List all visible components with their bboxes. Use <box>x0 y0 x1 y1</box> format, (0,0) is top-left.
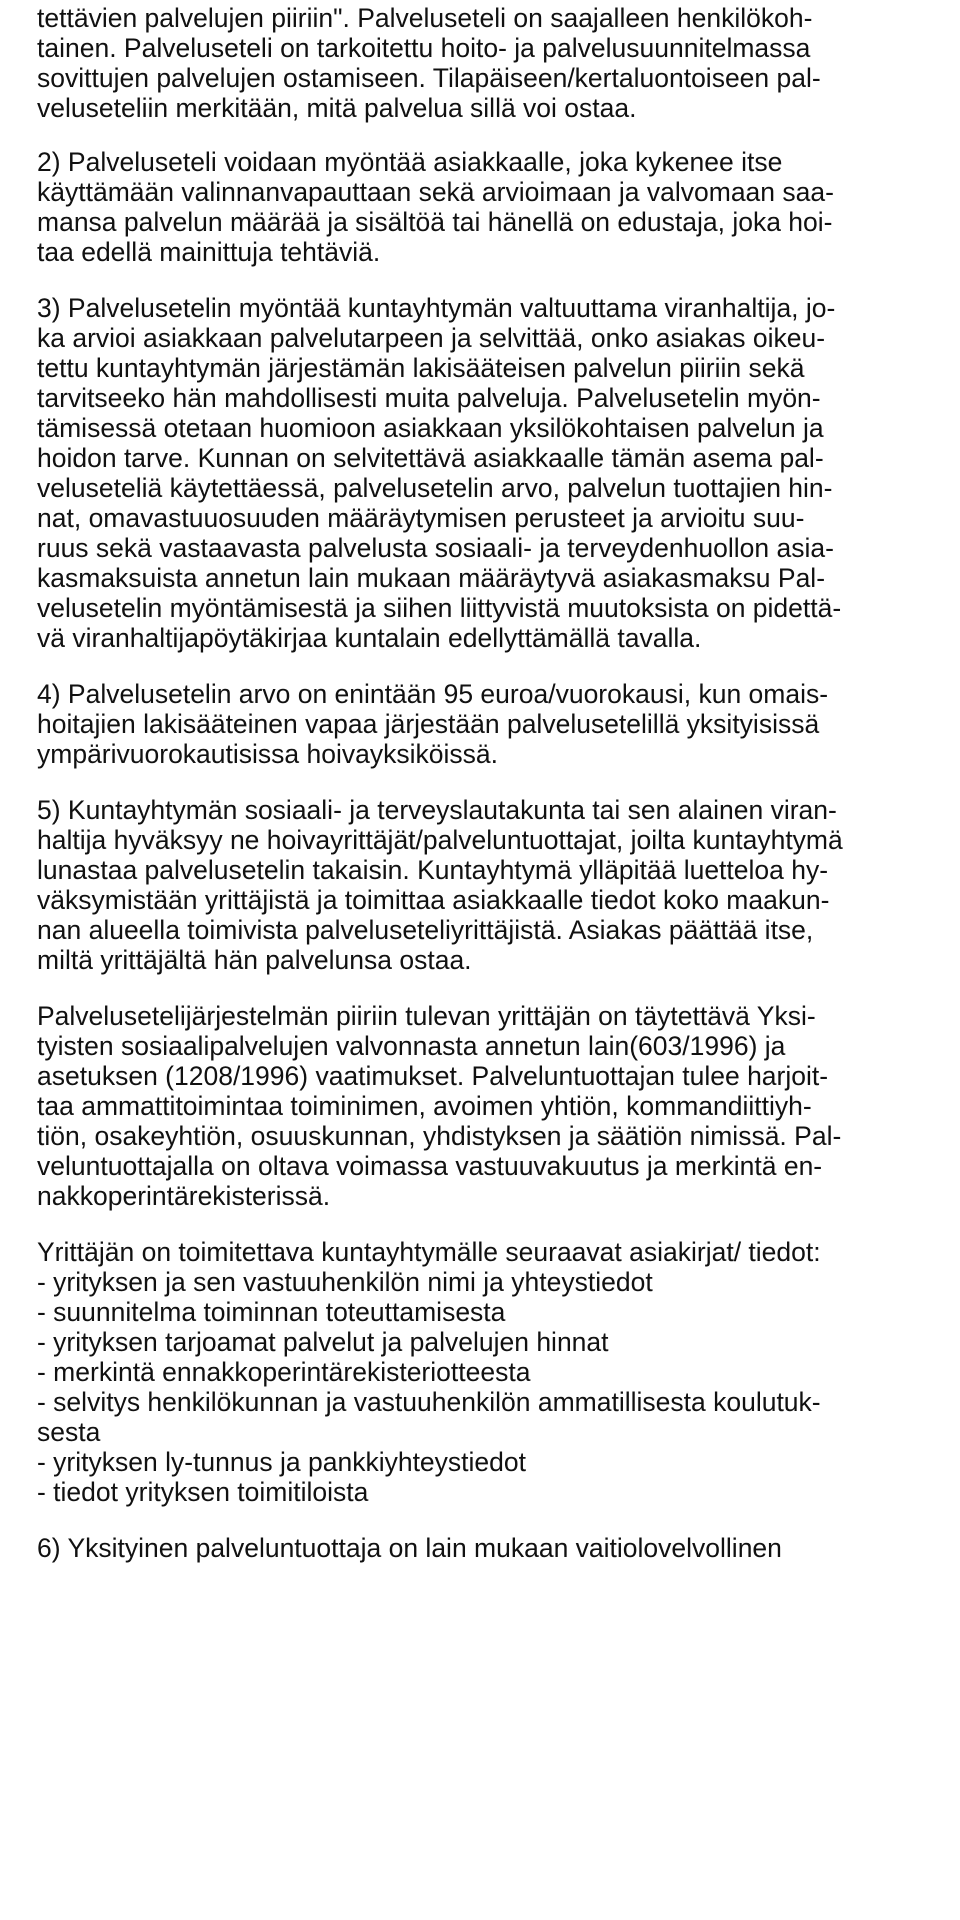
text-line: haltija hyväksyy ne hoivayrittäjät/palveluntuottajat, joilta kuntayhtymä <box>37 825 843 855</box>
list-item: - suunnitelma toiminnan toteuttamisesta <box>37 1297 506 1327</box>
text-line: käyttämään valinnanvapauttaan sekä arvioimaan ja valvomaan saa- <box>37 177 834 207</box>
text-line: tettävien palvelujen piiriin". Palveluseteli on saajalleen henkilökoh- <box>37 3 813 33</box>
text-line: miltä yrittäjältä hän palvelunsa ostaa. <box>37 945 472 975</box>
text-line: 4) Palvelusetelin arvo on enintään 95 euroa/vuorokausi, kun omais- <box>37 679 829 709</box>
text-line: vä viranhaltijapöytäkirjaa kuntalain edellyttämällä tavalla. <box>37 623 702 653</box>
text-line: veluntuottajalla on oltava voimassa vastuuvakuutus ja merkintä en- <box>37 1151 823 1181</box>
text-line: veluseteliä käytettäessä, palvelusetelin arvo, palvelun tuottajien hin- <box>37 473 833 503</box>
list-item: - tiedot yrityksen toimitiloista <box>37 1477 369 1507</box>
text-line: tarvitseeko hän mahdollisesti muita palveluja. Palvelusetelin myön- <box>37 383 821 413</box>
text-line: 3) Palvelusetelin myöntää kuntayhtymän valtuuttama viranhaltija, jo- <box>37 293 836 323</box>
text-line: kasmaksuista annetun lain mukaan määräytyvä asiakasmaksu Pal- <box>37 563 826 593</box>
text-line: 2) Palveluseteli voidaan myöntää asiakkaalle, joka kykenee itse <box>37 147 783 177</box>
text-line: tämisessä otetaan huomioon asiakkaan yksilökohtaisen palvelun ja <box>37 413 824 443</box>
text-line: taa ammattitoimintaa toiminimen, avoimen yhtiön, kommandiittiyh- <box>37 1091 812 1121</box>
text-line: taa edellä mainittuja tehtäviä. <box>37 237 381 267</box>
text-line: tiön, osakeyhtiön, osuuskunnan, yhdistyksen ja säätiön nimissä. Pal- <box>37 1121 842 1151</box>
text-line: väksymistään yrittäjistä ja toimittaa asiakkaalle tiedot koko maakun- <box>37 885 830 915</box>
text-line: hoidon tarve. Kunnan on selvitettävä asiakkaalle tämän asema pal- <box>37 443 824 473</box>
text-line: tyisten sosiaalipalvelujen valvonnasta annetun lain(603/1996) ja <box>37 1031 786 1061</box>
text-line: mansa palvelun määrää ja sisältöä tai hänellä on edustaja, joka hoi- <box>37 207 833 237</box>
text-line: tainen. Palveluseteli on tarkoitettu hoito- ja palvelusuunnitelmassa <box>37 33 811 63</box>
text-line: lunastaa palvelusetelin takaisin. Kuntayhtymä ylläpitää luetteloa hy- <box>37 855 829 885</box>
text-line: sovittujen palvelujen ostamiseen. Tilapäiseen/kertaluontoiseen pal- <box>37 63 821 93</box>
list-item: - selvitys henkilökunnan ja vastuuhenkilön ammatillisesta koulutuk- <box>37 1387 821 1417</box>
text-line: asetuksen (1208/1996) vaatimukset. Palveluntuottajan tulee harjoit- <box>37 1061 829 1091</box>
text-line: Yrittäjän on toimitettava kuntayhtymälle seuraavat asiakirjat/ tiedot: <box>37 1237 821 1267</box>
list-item: - yrityksen ja sen vastuuhenkilön nimi ja yhteystiedot <box>37 1267 653 1297</box>
text-line: ruus sekä vastaavasta palvelusta sosiaali- ja terveydenhuollon asia- <box>37 533 834 563</box>
text-line: nan alueella toimivista palveluseteliyrittäjistä. Asiakas päättää itse, <box>37 915 814 945</box>
text-line: nat, omavastuuosuuden määräytymisen perusteet ja arvioitu suu- <box>37 503 805 533</box>
text-line: velusetelin myöntämisestä ja siihen liittyvistä muutoksista on pidettä- <box>37 593 842 623</box>
text-line: ka arvioi asiakkaan palvelutarpeen ja selvittää, onko asiakas oikeu- <box>37 323 826 353</box>
text-line: 6) Yksityinen palveluntuottaja on lain mukaan vaitiolovelvollinen <box>37 1533 782 1563</box>
list-item-continuation: sesta <box>37 1417 101 1447</box>
list-item: - yrityksen ly-tunnus ja pankkiyhteystiedot <box>37 1447 526 1477</box>
list-item: - yrityksen tarjoamat palvelut ja palvelujen hinnat <box>37 1327 609 1357</box>
text-line: veluseteliin merkitään, mitä palvelua sillä voi ostaa. <box>37 93 637 123</box>
list-item: - merkintä ennakkoperintärekisteriotteesta <box>37 1357 531 1387</box>
text-line: ympärivuorokautisissa hoivayksiköissä. <box>37 739 498 769</box>
text-line: nakkoperintärekisterissä. <box>37 1181 331 1211</box>
text-line: tettu kuntayhtymän järjestämän lakisääteisen palvelun piiriin sekä <box>37 353 805 383</box>
text-line: 5) Kuntayhtymän sosiaali- ja terveyslautakunta tai sen alainen viran- <box>37 795 837 825</box>
text-line: Palvelusetelijärjestelmän piiriin tulevan yrittäjän on täytettävä Yksi- <box>37 1001 816 1031</box>
text-line: hoitajien lakisääteinen vapaa järjestään palvelusetelillä yksityisissä <box>37 709 820 739</box>
